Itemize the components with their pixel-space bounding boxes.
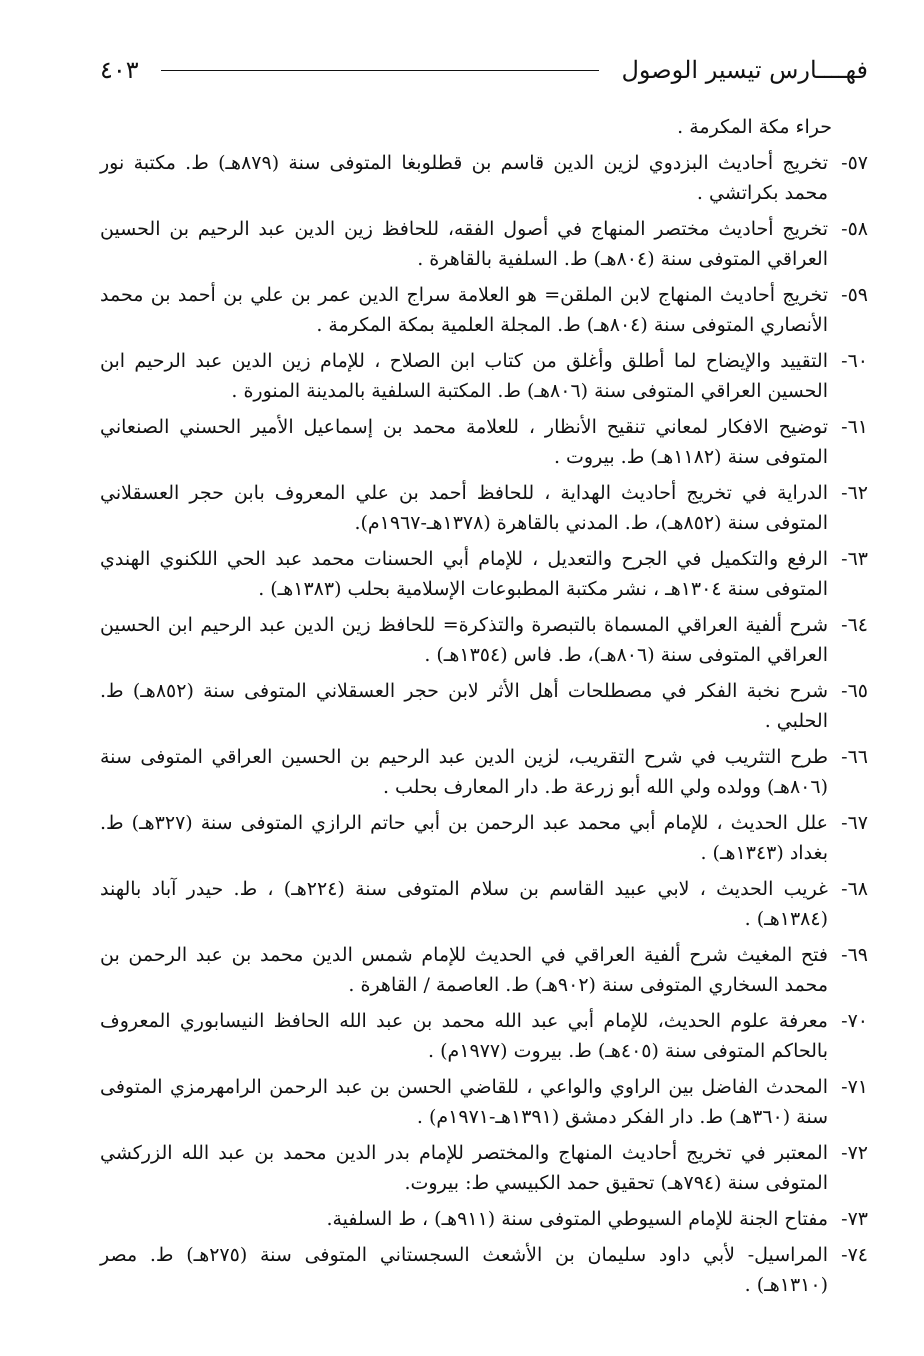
bibliography-entry-67: [100, 808, 868, 868]
entry-text: تخريج أحاديث البزدوي لزين الدين قاسم بن قطلوبغا المتوفى سنة (٨٧٩هـ) ط. مكتبة نور محمد بكراتشي .: [100, 152, 828, 204]
bibliography-entry-64: [100, 610, 868, 670]
entry-number: ٧٢-: [841, 1142, 868, 1164]
entry-number: ٦٢-: [841, 482, 868, 504]
bibliography-entry-59: [100, 280, 868, 340]
entry-text: المحدث الفاضل بين الراوي والواعي ، للقاضي الحسن بن عبد الرحمن الرامهرمزي المتوفى سنة (٣٦٠هـ) ط. دار الفكر دمشق (١٣٩١هـ-١٩٧١م) .: [100, 1076, 828, 1128]
entry-text: طرح التثريب في شرح التقريب، لزين الدين عبد الرحيم بن الحسين العراقي المتوفى سنة (٨٠٦هـ) وولده ولي الله أبو زرعة ط. دار المعارف بحلب .: [100, 746, 828, 798]
bibliography-entry-70: [100, 1006, 868, 1066]
bibliography-entry-61: [100, 412, 868, 472]
entry-text: تخريج أحاديث مختصر المنهاج في أصول الفقه، للحافظ زين الدين عبد الرحيم بن الحسين العراقي المتوفى سنة (٨٠٤هـ) ط. السلفية بالقاهرة .: [100, 218, 828, 270]
entry-text: تخريج أحاديث المنهاج لابن الملقن= هو العلامة سراج الدين عمر بن علي بن أحمد بن محمد الأنصاري المتوفى سنة (٨٠٤هـ) ط. المجلة العلمية بمكة المكرمة .: [100, 284, 828, 336]
entry-number: ٦٦-: [841, 746, 868, 768]
bibliography-entry-60: [100, 346, 868, 406]
entry-number: ٥٨-: [841, 218, 868, 240]
entry-text: مفتاح الجنة للإمام السيوطي المتوفى سنة (٩١١هـ) ، ط السلفية.: [326, 1208, 828, 1230]
entry-text: الدراية في تخريج أحاديث الهداية ، للحافظ أحمد بن علي المعروف بابن حجر العسقلاني المتوفى سنة (٨٥٢هـ)، ط. المدني بالقاهرة (١٣٧٨هـ-١٩٦٧م).: [100, 482, 828, 534]
bibliography-entry-71: [100, 1072, 868, 1132]
entry-number: ٦٤-: [841, 614, 868, 636]
entry-number: ٥٧-: [841, 152, 868, 174]
bibliography-entry-69: [100, 940, 868, 1000]
bibliography-list: [100, 112, 868, 1306]
entry-text: معرفة علوم الحديث، للإمام أبي عبد الله محمد بن عبد الله الحافظ النيسابوري المعروف بالحاكم المتوفى سنة (٤٠٥هـ) ط. بيروت (١٩٧٧م) .: [100, 1010, 828, 1062]
entry-number: ٥٩-: [841, 284, 868, 306]
bibliography-entry-66: [100, 742, 868, 802]
bibliography-entry-68: [100, 874, 868, 934]
bibliography-entry-74: [100, 1240, 868, 1300]
page-header: [100, 50, 868, 90]
bibliography-entry-63: [100, 544, 868, 604]
header-rule: [161, 70, 600, 71]
entry-text: الرفع والتكميل في الجرح والتعديل ، للإمام أبي الحسنات محمد عبد الحي اللكنوي الهندي المتوفى سنة ١٣٠٤هـ ، نشر مكتبة المطبوعات الإسلامية بحلب (١٣٨٣هـ) .: [100, 548, 828, 600]
entry-number: ٧٣-: [841, 1208, 868, 1230]
continuation-text: حراء مكة المكرمة .: [677, 116, 832, 138]
page-number: ٤٠٣: [100, 56, 139, 84]
running-title: فهــــارس تيسير الوصول: [621, 56, 868, 84]
entry-number: ٧٤-: [841, 1244, 868, 1266]
entry-number: ٧٠-: [841, 1010, 868, 1032]
bibliography-entry-62: [100, 478, 868, 538]
bibliography-entry-57: [100, 148, 868, 208]
entry-text: شرح ألفية العراقي المسماة بالتبصرة والتذكرة= للحافظ زين الدين عبد الرحيم ابن الحسين العراقي المتوفى سنة (٨٠٦هـ)، ط. فاس (١٣٥٤هـ) .: [100, 614, 828, 666]
bibliography-entry-73: [100, 1204, 868, 1234]
entry-number: ٦٥-: [841, 680, 868, 702]
entry-number: ٦٩-: [841, 944, 868, 966]
entry-number: ٦٧-: [841, 812, 868, 834]
entry-text: علل الحديث ، للإمام أبي محمد عبد الرحمن بن أبي حاتم الرازي المتوفى سنة (٣٢٧هـ) ط. بغداد (١٣٤٣هـ) .: [100, 812, 828, 864]
entry-text: المعتبر في تخريج أحاديث المنهاج والمختصر للإمام بدر الدين محمد بن عبد الله الزركشي المتوفى سنة (٧٩٤هـ) تحقيق حمد الكبيسي ط: بيروت.: [100, 1142, 828, 1194]
entry-text: غريب الحديث ، لابي عبيد القاسم بن سلام المتوفى سنة (٢٢٤هـ) ، ط. حيدر آباد بالهند (١٣٨٤هـ) .: [100, 878, 828, 930]
entry-text: المراسيل- لأبي داود سليمان بن الأشعث السجستاني المتوفى سنة (٢٧٥هـ) ط. مصر (١٣١٠هـ) .: [100, 1244, 828, 1296]
entry-text: شرح نخبة الفكر في مصطلحات أهل الأثر لابن حجر العسقلاني المتوفى سنة (٨٥٢هـ) ط. الحلبي .: [100, 680, 829, 732]
entry-number: ٦٨-: [841, 878, 868, 900]
entry-text: فتح المغيث شرح ألفية العراقي في الحديث للإمام شمس الدين محمد بن عبد الرحمن بن محمد السخاري المتوفى سنة (٩٠٢هـ) ط. العاصمة / القاهرة .: [100, 944, 828, 996]
entry-number: ٧١-: [841, 1076, 868, 1098]
entry-text: التقييد والإيضاح لما أطلق وأغلق من كتاب ابن الصلاح ، للإمام زين الدين عبد الرحيم ابن الحسين العراقي المتوفى سنة (٨٠٦هـ) ط. المكتبة السلفية بالمدينة المنورة .: [100, 350, 828, 402]
entry-number: ٦٠-: [841, 350, 868, 372]
entry-number: ٦١-: [841, 416, 868, 438]
entry-text: توضيح الافكار لمعاني تنقيح الأنظار ، للعلامة محمد بن إسماعيل الأمير الحسني الصنعاني المتوفى سنة (١١٨٢هـ) ط. بيروت .: [100, 416, 828, 468]
bibliography-entry-58: [100, 214, 868, 274]
bibliography-entry-65: [100, 676, 868, 736]
entry-number: ٦٣-: [841, 548, 868, 570]
bibliography-entry-72: [100, 1138, 868, 1198]
